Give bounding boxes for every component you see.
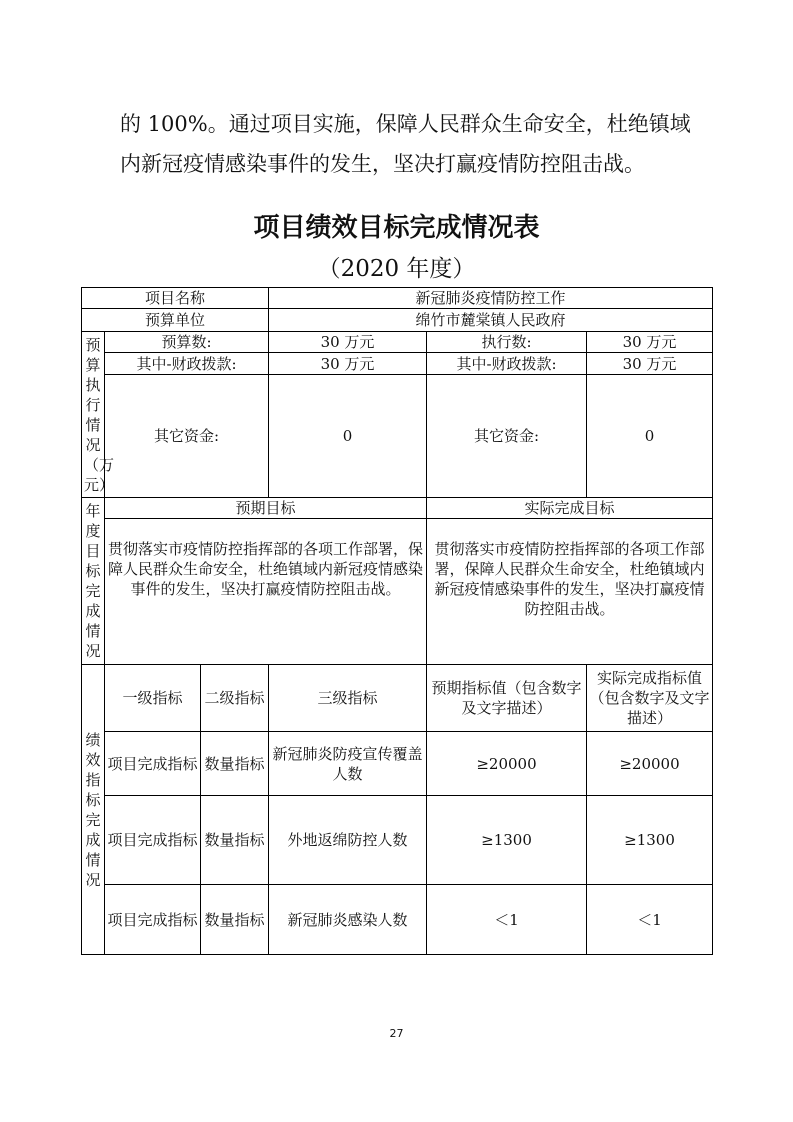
indicator-level3: 新冠肺炎感染人数	[269, 885, 427, 955]
indicator-level3: 外地返绵防控人数	[269, 796, 427, 885]
budget-unit-label: 预算单位	[82, 309, 269, 332]
performance-table	[81, 287, 713, 955]
execution-amount-value: 30 万元	[587, 332, 713, 353]
expected-goal-text: 贯彻落实市疫情防控指挥部的各项工作部署，保障人民群众生命安全，杜绝镇域内新冠疫情感染事件的发生，坚决打赢疫情防控阻击战。	[105, 519, 427, 665]
indicator-actual: ≥1300	[587, 796, 713, 885]
intro-line-1: 的 100%。通过项目实施，保障人民群众生命安全，杜绝镇域	[120, 112, 691, 136]
table-row	[82, 309, 713, 332]
expected-goal-header: 预期目标	[105, 498, 427, 519]
actual-goal-text: 贯彻落实市疫情防控指挥部的各项工作部署，保障人民群众生命安全，杜绝镇域内新冠疫情感染事件的发生，坚决打赢疫情防控阻击战。	[427, 519, 713, 665]
table-row	[82, 885, 713, 955]
indicator-header-actual: 实际完成指标值（包含数字及文字描述）	[587, 665, 713, 732]
indicator-actual: ＜1	[587, 885, 713, 955]
indicator-expected: ≥1300	[427, 796, 587, 885]
fiscal-allocation-label: 其中-财政拨款:	[105, 353, 269, 375]
indicator-header-level2: 二级指标	[201, 665, 269, 732]
budget-unit-value: 绵竹市麓棠镇人民政府	[269, 309, 713, 332]
budget-section-label: 预算执行情况（万元）	[82, 332, 105, 498]
table-title: 项目绩效目标完成情况表	[253, 213, 540, 243]
table-row	[82, 288, 713, 309]
table-row	[82, 796, 713, 885]
actual-goal-header: 实际完成目标	[427, 498, 713, 519]
indicator-level3: 新冠肺炎防疫宣传覆盖人数	[269, 732, 427, 796]
table-row	[82, 665, 713, 732]
indicator-expected: ＜1	[427, 885, 587, 955]
indicator-level1: 项目完成指标	[105, 796, 201, 885]
fiscal-allocation-value-executed: 30 万元	[587, 353, 713, 375]
budget-amount-label: 预算数:	[105, 332, 269, 353]
project-name-value: 新冠肺炎疫情防控工作	[269, 288, 713, 309]
other-funds-label-executed: 其它资金:	[427, 375, 587, 498]
project-name-label: 项目名称	[82, 288, 269, 309]
table-row	[82, 332, 713, 353]
table-row	[82, 498, 713, 519]
indicator-level1: 项目完成指标	[105, 732, 201, 796]
page-number: 27	[389, 1027, 404, 1040]
annual-section-label: 年度目标完成情况	[82, 498, 105, 665]
fiscal-allocation-value: 30 万元	[269, 353, 427, 375]
indicator-header-level1: 一级指标	[105, 665, 201, 732]
table-row	[82, 375, 713, 498]
indicator-level2: 数量指标	[201, 796, 269, 885]
indicator-header-expected: 预期指标值（包含数字及文字描述）	[427, 665, 587, 732]
other-funds-value: 0	[269, 375, 427, 498]
indicator-level1: 项目完成指标	[105, 885, 201, 955]
table-row	[82, 519, 713, 665]
execution-amount-label: 执行数:	[427, 332, 587, 353]
intro-paragraph	[120, 104, 690, 184]
fiscal-allocation-label-executed: 其中-财政拨款:	[427, 353, 587, 375]
budget-amount-value: 30 万元	[269, 332, 427, 353]
other-funds-value-executed: 0	[587, 375, 713, 498]
indicator-actual: ≥20000	[587, 732, 713, 796]
table-row	[82, 353, 713, 375]
indicator-expected: ≥20000	[427, 732, 587, 796]
other-funds-label: 其它资金:	[105, 375, 269, 498]
indicator-section-label: 绩效指标完成情况	[82, 665, 105, 955]
indicator-level2: 数量指标	[201, 732, 269, 796]
intro-line-2: 内新冠疫情感染事件的发生，坚决打赢疫情防控阻击战。	[120, 152, 645, 176]
table-row	[82, 732, 713, 796]
table-subtitle: （2020 年度）	[317, 256, 476, 282]
indicator-level2: 数量指标	[201, 885, 269, 955]
indicator-header-level3: 三级指标	[269, 665, 427, 732]
